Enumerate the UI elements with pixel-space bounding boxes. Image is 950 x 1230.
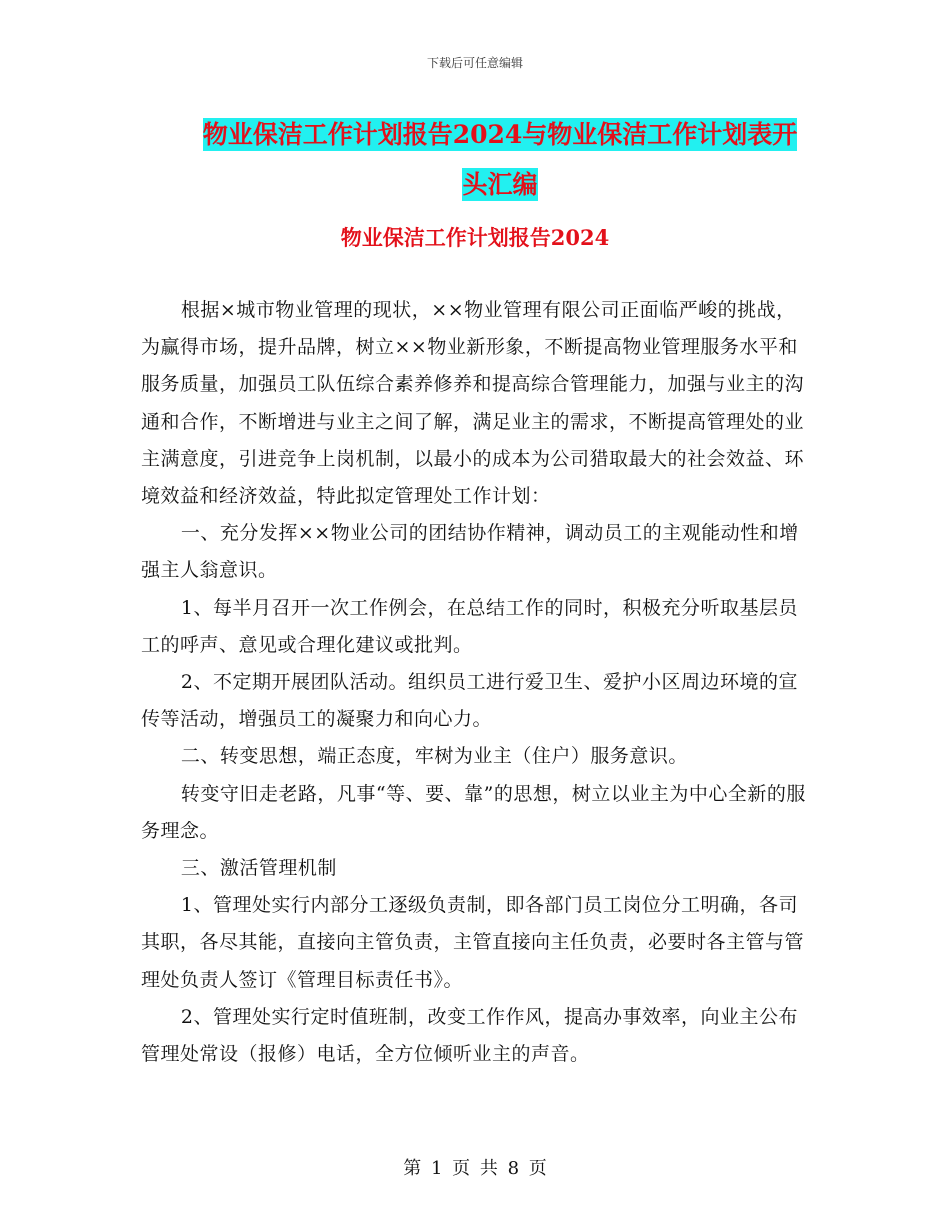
paragraph: 一、充分发挥××物业公司的团结协作精神，调动员工的主观能动性和增强主人翁意识。	[141, 522, 799, 582]
document-title-line-2: 头汇编	[462, 170, 538, 199]
paragraph: 2、管理处实行定时值班制，改变工作作风，提高办事效率，向业主公布管理处常设（报修）电话，全方位倾听业主的声音。	[141, 1005, 798, 1066]
body-text	[141, 292, 813, 1073]
paragraph: 二、转变思想，端正态度，牢树为业主（住户）服务意识。	[180, 745, 688, 768]
paragraph: 2、不定期开展团队活动。组织员工进行爱卫生、爱护小区周边环境的宣传等活动，增强员工的凝聚力和向心力。	[141, 671, 798, 731]
header-note: 下载后可任意编辑	[426, 56, 523, 70]
page-footer: 第 1 页 共 8 页	[403, 1158, 547, 1179]
document-title-line-1: 物业保洁工作计划报告2024与物业保洁工作计划表开	[202, 120, 798, 149]
paragraph: 根据×城市物业管理的现状，××物业管理有限公司正面临严峻的挑战，为赢得市场，提升品牌，树立××物业新形象，不断提高物业管理服务水平和服务质量，加强员工队伍综合素养修养和提高综合管理能力，加强与业主的沟通和合作，不断增进与业主之间了解，满足业主的需求，不断提高管理处的业主满意度，引进竞争上岗机制，以最小的成本为公司猎取最大的社会效益、环境效益和经济效益，特此拟定管理处工作计划：	[141, 299, 805, 508]
paragraph: 转变守旧走老路，凡事“等、要、靠”的思想，树立以业主为中心全新的服务理念。	[141, 782, 806, 842]
paragraph: 1、每半月召开一次工作例会，在总结工作的同时，积极充分听取基层员工的呼声、意见或合理化建议或批判。	[141, 596, 798, 656]
paragraph: 1、管理处实行内部分工逐级负责制，即各部门员工岗位分工明确，各司其职，各尽其能，直接向主管负责，主管直接向主任负责，必要时各主管与管理处负责人签订《管理目标责任书》。	[141, 894, 805, 991]
document-title	[180, 110, 820, 210]
paragraph: 三、激活管理机制	[180, 857, 337, 880]
section-title: 物业保洁工作计划报告2024	[340, 225, 610, 250]
